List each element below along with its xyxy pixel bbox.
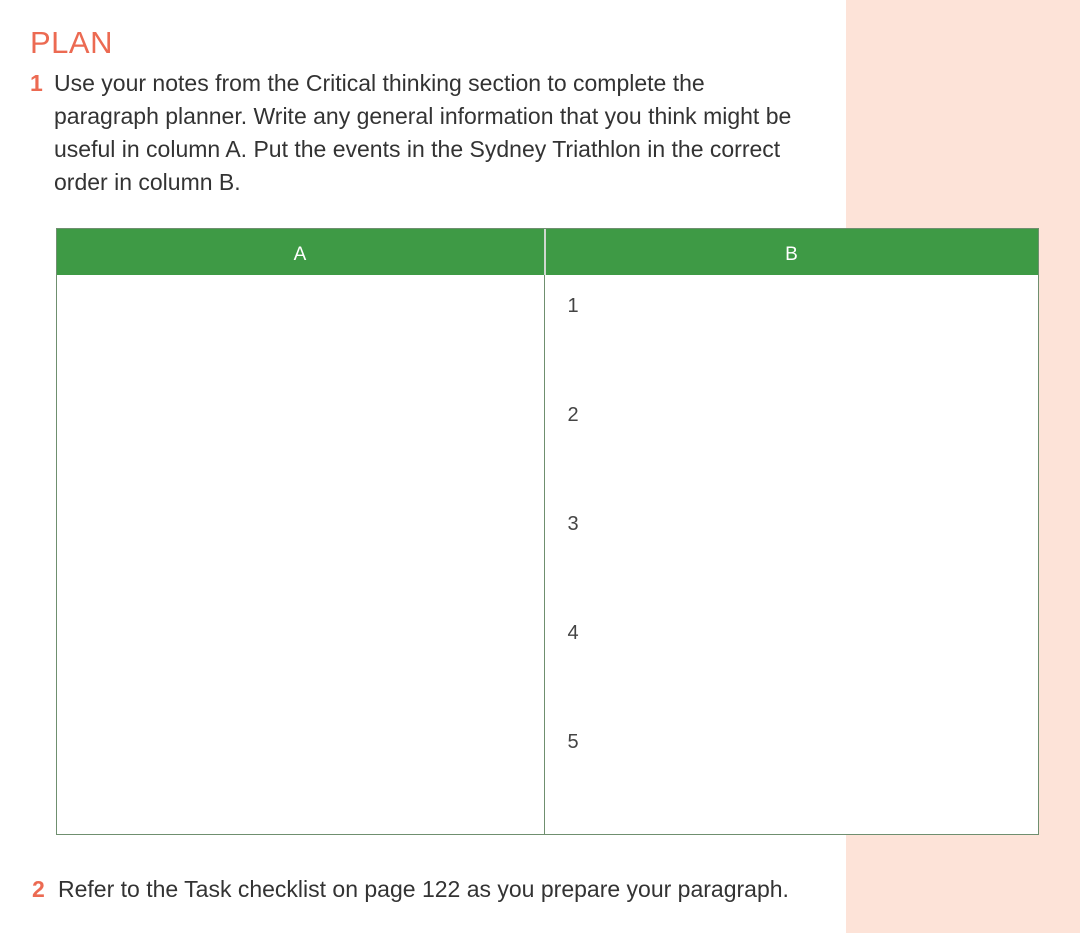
row-number-1: 1 (567, 295, 579, 317)
header-divider (544, 229, 546, 275)
planner-header-row (57, 229, 1038, 275)
task-2-number: 2 (32, 876, 45, 902)
section-heading: PLAN (30, 25, 113, 60)
column-b-header: B (785, 244, 798, 265)
task-1-line: useful in column A. Put the events in the Sydney Triathlon in the correct (54, 136, 781, 162)
task-2 (32, 873, 838, 906)
task-1-line: order in column B. (54, 169, 241, 195)
column-a-writing-area[interactable] (57, 275, 544, 834)
row-number-3: 3 (567, 513, 579, 535)
column-b-writing-area[interactable] (545, 275, 1038, 834)
task-1-number: 1 (30, 70, 43, 96)
column-a-header: A (293, 244, 307, 265)
task-2-text: Refer to the Task checklist on page 122 as you prepare your paragraph. (58, 876, 789, 902)
row-number-4: 4 (567, 622, 579, 644)
task-1-line: Use your notes from the Critical thinking section to complete the (54, 70, 705, 96)
paragraph-planner-table (56, 228, 1039, 835)
row-number-5: 5 (567, 731, 579, 753)
row-number-2: 2 (567, 404, 579, 426)
task-1 (30, 67, 834, 199)
task-1-line: paragraph planner. Write any general information that you think might be (54, 103, 792, 129)
